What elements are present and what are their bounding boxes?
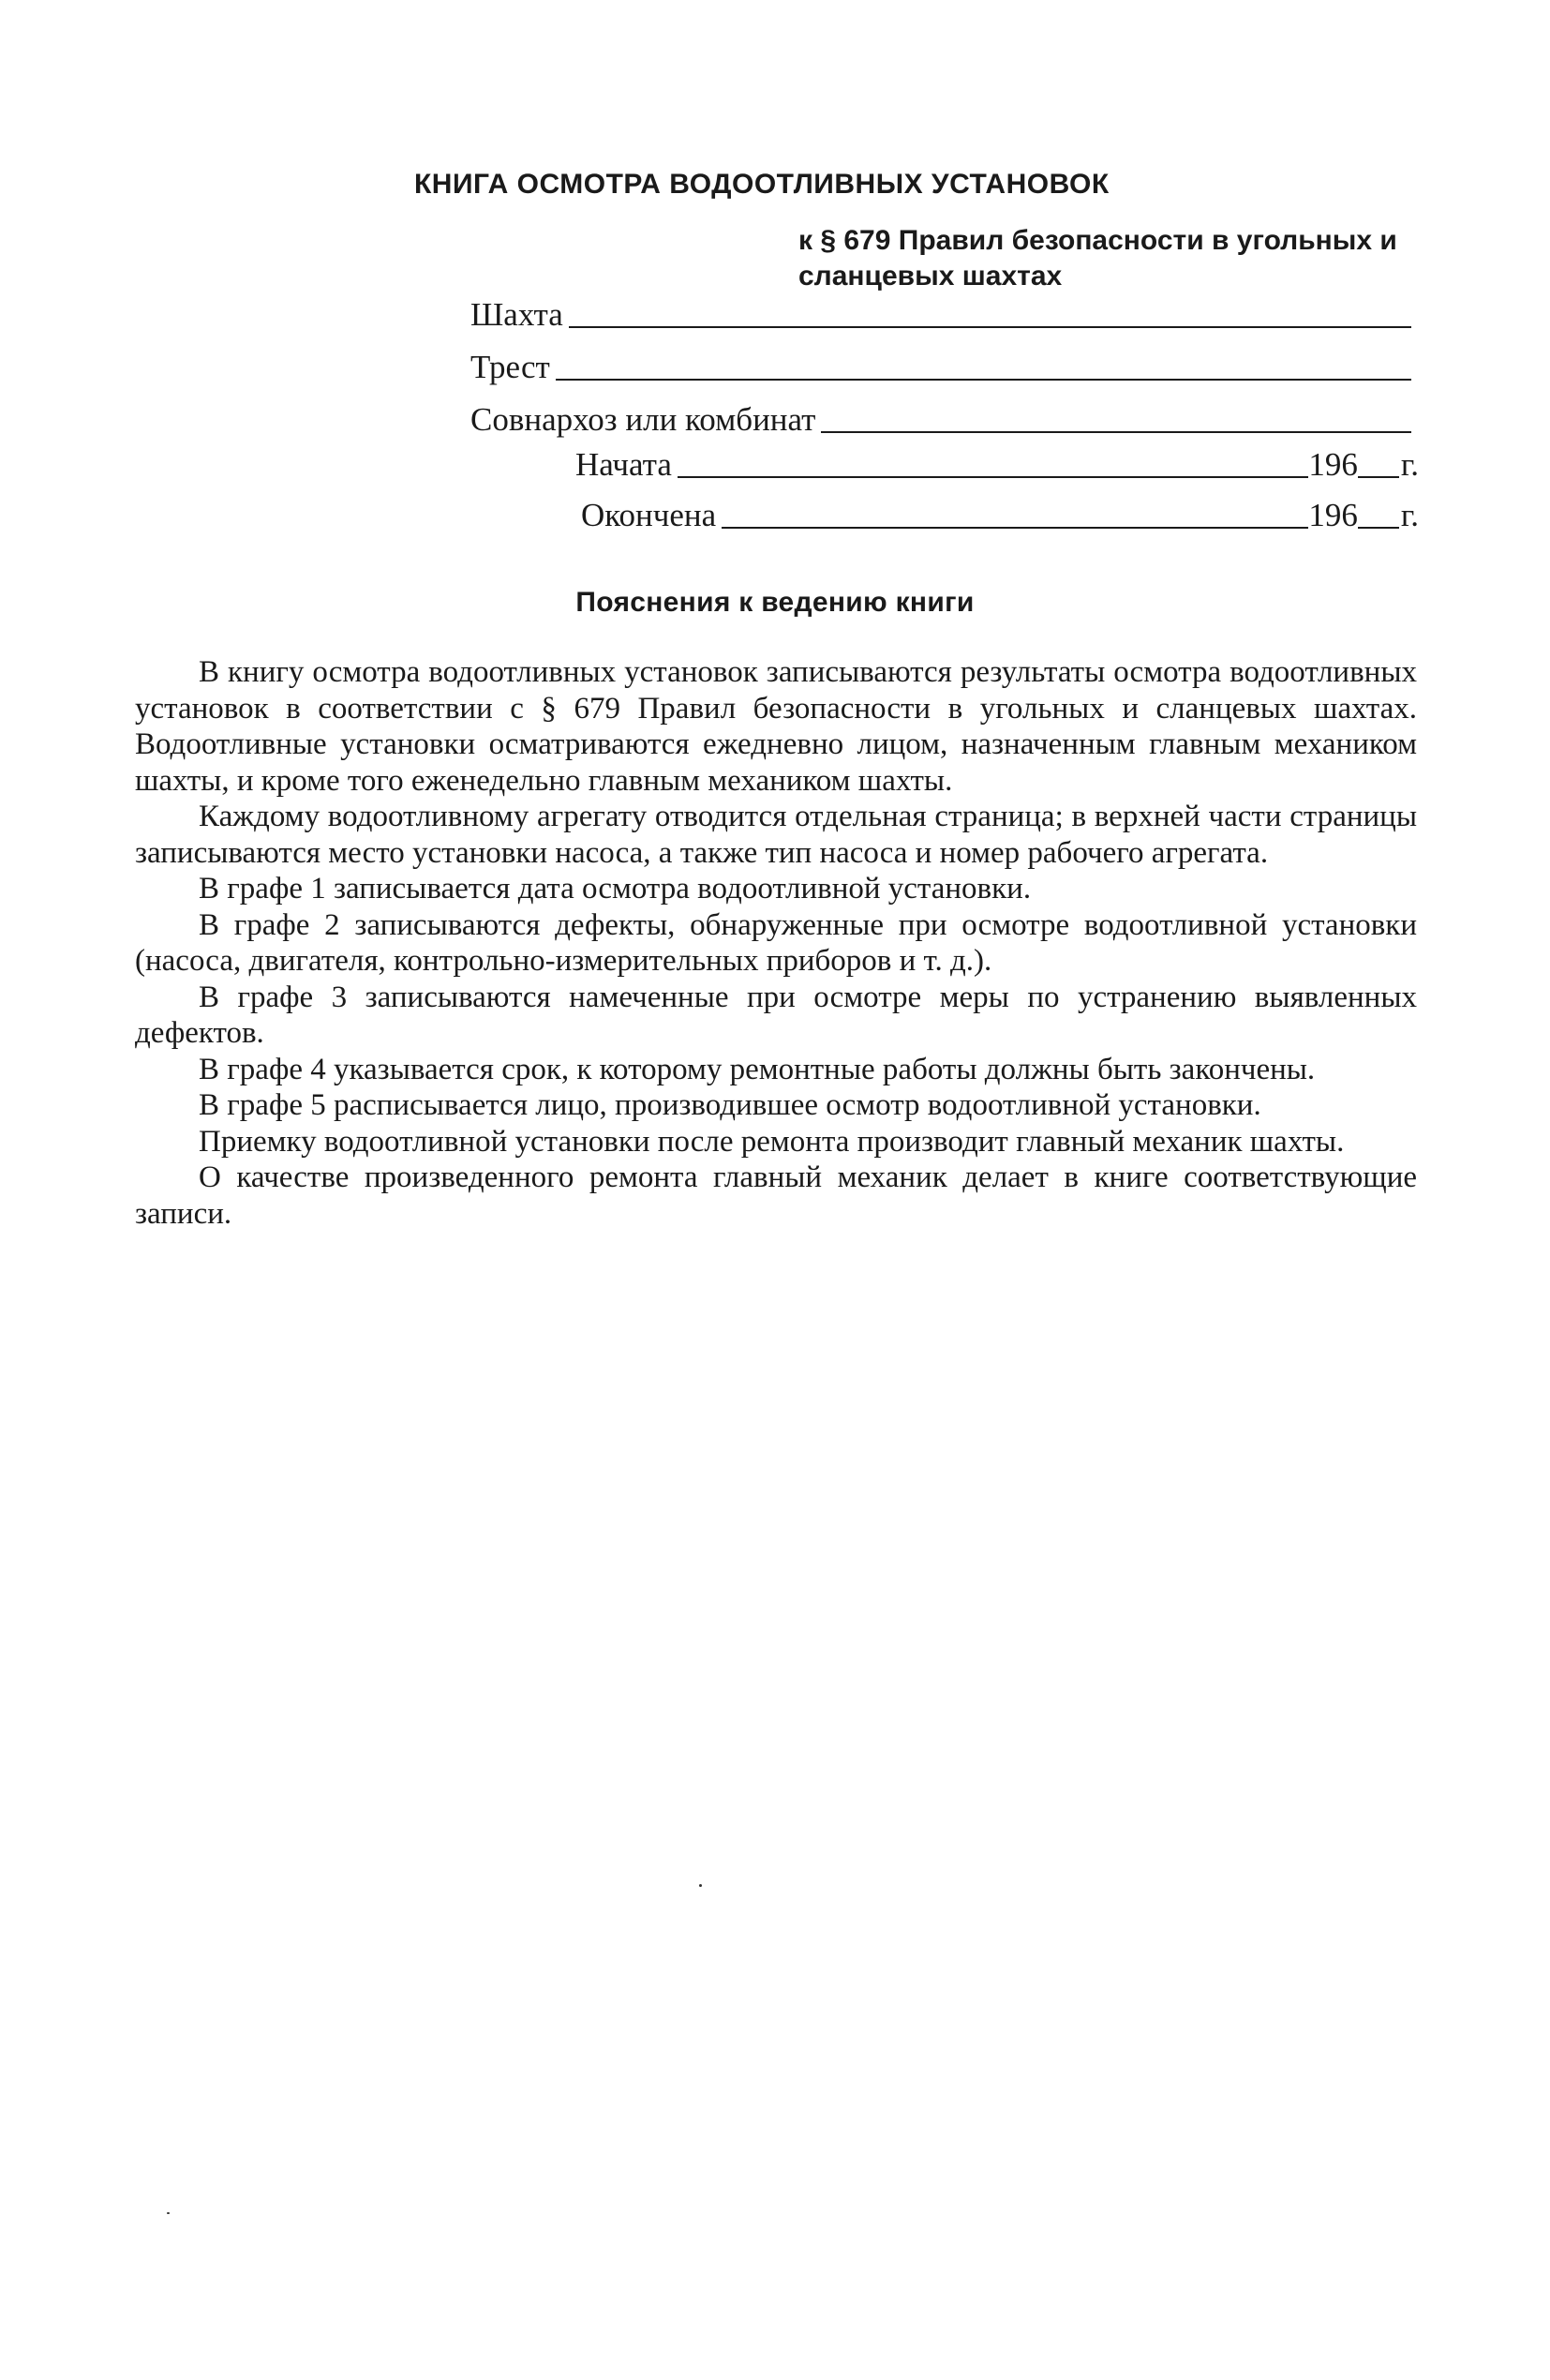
finished-year-blank: [1358, 523, 1399, 529]
started-label: Начата: [575, 446, 672, 483]
scan-speck: [699, 1884, 702, 1887]
scan-speck: [167, 2212, 170, 2214]
council-field: [470, 401, 1411, 439]
trust-field: [470, 349, 1411, 386]
section-title: Пояснения к ведению книги: [575, 587, 975, 618]
explanations-body: [135, 654, 1417, 1232]
mine-blank-line: [569, 322, 1411, 328]
paragraph: В графе 4 указывается срок, к которому ремонтные работы должны быть закончены.: [199, 1052, 1316, 1086]
paragraph: В графе 2 записываются дефекты, обнаруженные при осмотре водоотливной установки (насоса, двигателя, контрольно-измерительных приборов и т. д.).: [135, 907, 1417, 978]
paragraph: В графе 3 записываются намеченные при осмотре меры по устранению выявленных дефектов.: [135, 980, 1417, 1050]
finished-year-prefix: 196: [1308, 497, 1358, 533]
finished-label: Окончена: [581, 497, 717, 533]
paragraph: О качестве произведенного ремонта главный механик делает в книге соответствующие записи.: [135, 1160, 1417, 1231]
mine-label: Шахта: [470, 296, 563, 333]
paragraph: В графе 1 записывается дата осмотра водоотливной установки.: [199, 872, 1032, 906]
finished-year-suffix: г.: [1400, 497, 1419, 533]
document-title: КНИГА ОСМОТРА ВОДООТЛИВНЫХ УСТАНОВОК: [414, 169, 1110, 200]
council-blank-line: [821, 427, 1411, 433]
paragraph: Приемку водоотливной установки после ремонта производит главный механик шахты.: [199, 1124, 1345, 1159]
document-subtitle: к § 679 Правил безопасности в угольных и сланцевых шахтах: [798, 225, 1397, 292]
started-field: [575, 446, 1419, 484]
started-blank-line: [678, 472, 1308, 478]
trust-label: Трест: [470, 349, 550, 385]
finished-field: [581, 497, 1419, 534]
trust-blank-line: [556, 375, 1411, 381]
paragraph: В книгу осмотра водоотливных установок записываются результаты осмотра водоотливных установок в соответствии с § 679 Правил безопасности в угольных и сланцевых шахтах. Водоотливные установки осматриваются ежедневно лицом, назначенным главным механиком шахты, и кроме того еженедельно главным механиком шахты.: [135, 655, 1417, 798]
paragraph: Каждому водоотливному агрегату отводится отдельная страница; в верхней части страницы записываются место установки насоса, а также тип насоса и номер рабочего агрегата.: [135, 800, 1417, 870]
started-year-prefix: 196: [1308, 446, 1358, 483]
finished-blank-line: [722, 523, 1308, 529]
paragraph: В графе 5 расписывается лицо, производившее осмотр водоотливной установки.: [199, 1088, 1261, 1122]
council-label: Совнархоз или комбинат: [470, 401, 816, 438]
mine-field: [470, 296, 1411, 334]
started-year-blank: [1358, 472, 1399, 478]
started-year-suffix: г.: [1400, 446, 1419, 483]
